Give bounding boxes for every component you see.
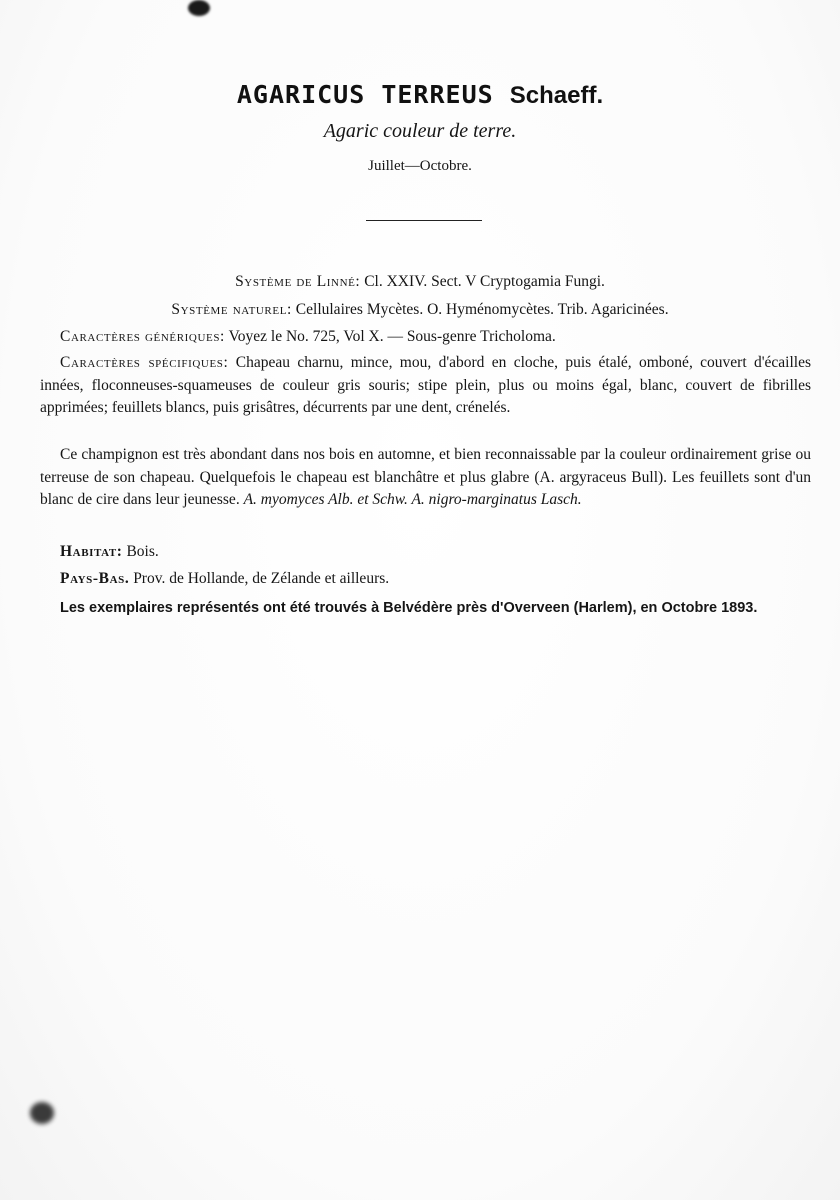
pays-bas-line: [60, 567, 389, 591]
ink-speck: [188, 0, 210, 16]
exemplaires-line: Les exemplaires représentés ont été trouvés à Belvédère près d'Overveen (Harlem), en Octobre 1893.: [60, 600, 758, 616]
caracteres-generiques-label: Caractères génériques:: [60, 328, 225, 345]
systeme-linne-label: Système de Linné:: [235, 273, 361, 290]
habitat-text: Bois.: [126, 543, 159, 560]
season-period: Juillet—Octobre.: [368, 158, 472, 174]
caracteres-specifiques-label: Caractères spécifiques:: [60, 354, 229, 371]
pays-bas-text: Prov. de Hollande, de Zélande et ailleurs.: [133, 570, 390, 587]
caracteres-generiques-text: Voyez le No. 725, Vol X. — Sous-genre Tricholoma.: [228, 328, 556, 345]
habitat-line: [60, 540, 159, 564]
description-paragraph: [40, 444, 811, 512]
systeme-naturel-line: [0, 298, 840, 322]
systeme-naturel-text: Cellulaires Mycètes. O. Hyménomycètes. Trib. Agaricinées.: [295, 301, 669, 318]
pays-bas-label: Pays-Bas.: [60, 570, 130, 587]
species-name: AGARICUS TERREUS: [236, 80, 494, 109]
common-name: Agaric couleur de terre.: [323, 120, 517, 142]
habitat-label: Habitat:: [60, 543, 123, 560]
systeme-linne-line: [0, 270, 840, 294]
description-text: Ce champignon est très abondant dans nos bois en automne, et bien reconnaissable par la couleur ordinairement grise ou terreuse de son chapeau. Quelquefois le chapeau est blanchâtre et plus glabre (A. argyraceus Bull). Les feuillets sont d'un blanc de cire dans leur jeunesse.: [40, 446, 811, 508]
species-title: [0, 80, 840, 110]
ink-speck: [30, 1102, 54, 1124]
caracteres-specifiques-paragraph: [40, 352, 811, 420]
systeme-linne-text: Cl. XXIV. Sect. V Cryptogamia Fungi.: [364, 273, 605, 290]
caracteres-generiques-line: [60, 325, 556, 349]
species-author: Schaeff.: [509, 82, 604, 109]
systeme-naturel-label: Système naturel:: [171, 301, 292, 318]
description-synonyms: A. myomyces Alb. et Schw. A. nigro-marginatus Lasch.: [243, 491, 582, 508]
divider-rule: [366, 220, 482, 221]
caracteres-specifiques-text: Chapeau charnu, mince, mou, d'abord en cloche, puis étalé, omboné, couvert d'écailles innées, floconneuses-squameuses de couleur gris souris; stipe plein, plus ou moins égal, blanc, couvert de fibrilles apprimées; feuillets blancs, puis grisâtres, décurrents par une dent, crénelés.: [40, 354, 811, 416]
